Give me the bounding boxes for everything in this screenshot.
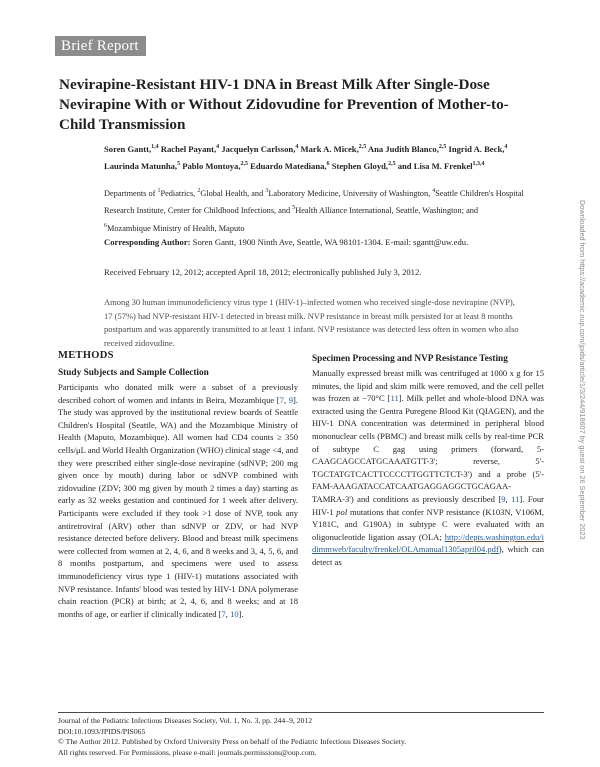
corresponding-label: Corresponding Author: bbox=[104, 237, 191, 247]
download-note-text: Downloaded from https://academic.oup.com/jpids/article/1/3/244/918607 by guest on 26 September 2023 bbox=[578, 200, 587, 540]
affiliation-text: Laboratory Medicine, University of Washington, bbox=[268, 188, 433, 198]
text-run: , bbox=[283, 394, 289, 405]
author-name: Jacquelyn Carlsson, bbox=[221, 143, 296, 154]
affiliation-number: 4 bbox=[432, 188, 436, 194]
author-affiliation-mark: 2,5 bbox=[358, 144, 367, 150]
affiliation-text: Mozambique Ministry of Health, Maputo bbox=[107, 223, 245, 233]
affiliation-prefix: Departments of bbox=[104, 188, 158, 198]
footer-rights: All rights reserved. For Permissions, please e-mail: journals.permissions@oup.com. bbox=[58, 747, 317, 757]
citation-link[interactable]: 10 bbox=[230, 608, 239, 619]
text-column-left bbox=[58, 349, 298, 620]
abstract: Among 30 human immunodeficiency virus type 1 (HIV-1)–infected women who received single-dose nevirapine (NVP), 17 (57%) had NVP-resistant HIV-1 detected in breast milk. NVP resistance in breast milk persisted for at least 8 months postpartum and was apparently transmitted to at least 1 infant. NVP resistance was detected less often in women who also received zidovudine. bbox=[104, 297, 519, 348]
author-affiliation-mark: 6 bbox=[326, 160, 330, 167]
author-name: Eduardo Matediana, bbox=[250, 160, 327, 171]
affiliation-number: 3 bbox=[265, 188, 269, 194]
author-name: Rachel Payant, bbox=[160, 143, 217, 154]
author-affiliation-mark: 2,5 bbox=[240, 160, 248, 167]
text-run: ]. bbox=[238, 608, 244, 619]
article-title: Nevirapine-Resistant HIV-1 DNA in Breast Milk After Single-Dose Nevirapine With or Without Zidovudine for Prevention of Mother-to-Child Transmission bbox=[59, 76, 509, 133]
methods-heading: METHODS bbox=[58, 350, 114, 361]
text-run: Manually expressed breast milk was centrifuged at 1000 x g for 15 minutes, the lipid and skim milk were removed, and the cell pellet was frozen at −70°C [ bbox=[312, 368, 544, 404]
affiliation-text: Pediatrics, bbox=[160, 188, 198, 198]
footer-journal: Journal of the Pediatric Infectious Diseases Society, Vol. 1, No. 3, pp. 244–9, 2012 bbox=[58, 716, 313, 725]
author-name: Ana Judith Blanco, bbox=[367, 143, 439, 154]
citation-link[interactable]: 7 bbox=[279, 394, 284, 405]
citation-link[interactable]: 11 bbox=[390, 393, 399, 404]
affiliation-text: Health Alliance International, Seattle, Washington; and bbox=[295, 206, 479, 216]
affiliation-number: 2 bbox=[197, 188, 201, 194]
affiliation-number: 5 bbox=[292, 205, 296, 212]
author-name: Soren Gantt, bbox=[104, 143, 152, 154]
author-affiliation-mark: 2,5 bbox=[388, 160, 396, 167]
citation-link[interactable]: 9 bbox=[288, 394, 294, 405]
author-name: Stephen Gloyd, bbox=[331, 160, 389, 171]
affiliation-number: 6 bbox=[104, 222, 107, 229]
text-run: ), which can detect as bbox=[312, 544, 544, 567]
text-run: , bbox=[505, 493, 512, 504]
text-column-right bbox=[312, 349, 544, 569]
text-run: ]. Milk pellet and whole-blood DNA was extracted using the Gentra Puregene Blood Kit (QIAGEN), and the HIV-1 DNA concentration was determined in peripheral blood mononuclear cells (PBMC) and breast milk cells by real-time PCR of subtype C gag using primers (forward, 5-CAAGCAGCCATGCAAATGTT-3'; reverse, 5'-TGCTATGTCACTTCCCCTTGGTTCTCT-3') and a probe (5'-FAM-AAAGATACCATCAATGAGGAGGCTGCAGAA-TAMRA-3') and conditions as previously described [ bbox=[312, 393, 544, 504]
footer-copyright: © The Author 2012. Published by Oxford University Press on behalf of the Pediatric Infectious Diseases Society. bbox=[58, 737, 407, 746]
affiliation-text: Seattle Children's Hospital Research Institute, Center for Childhood Infections, and bbox=[104, 188, 524, 216]
author-affiliation-mark: 1,3,4 bbox=[472, 160, 485, 167]
text-run: , bbox=[225, 608, 231, 619]
footer-rule bbox=[58, 712, 544, 713]
affiliation-text: Global Health, and bbox=[200, 188, 266, 198]
text-run: ]. Four HIV-1 bbox=[312, 493, 544, 517]
author-name: Pablo Montoya, bbox=[182, 160, 241, 171]
affiliation-number: 1 bbox=[157, 188, 161, 194]
author-affiliation-mark: 4 bbox=[216, 144, 220, 150]
download-watermark bbox=[577, 200, 589, 596]
author-affiliation-mark: 5 bbox=[177, 160, 181, 167]
footer-doi: DOI:10.1093/JPIDS/PIS065 bbox=[58, 726, 146, 736]
paragraph-specimen-processing bbox=[312, 367, 544, 569]
author-name: and Lisa M. Frenkel bbox=[397, 160, 473, 171]
author-list bbox=[104, 140, 524, 174]
page-footer bbox=[58, 716, 548, 758]
author-affiliation-mark: 4 bbox=[295, 144, 299, 150]
citation-link[interactable]: 11 bbox=[511, 493, 520, 504]
subheading-study-subjects: Study Subjects and Sample Collection bbox=[58, 368, 209, 378]
subheading-specimen-processing: Specimen Processing and NVP Resistance Testing bbox=[312, 354, 508, 364]
corresponding-text: Soren Gantt, 1900 Ninth Ave, Seattle, WA 98101-1304. E-mail: sgantt@uw.edu. bbox=[190, 237, 469, 247]
ola-manual-link[interactable]: http://depts.washington.edu/idimmweb/faculty/frenkel/OLAmanual1305april04.pdf bbox=[312, 531, 544, 555]
text-run: Participants who donated milk were a subset of a previously described cohort of women and infants in Beira, Mozambique [ bbox=[58, 382, 298, 405]
citation-link[interactable]: 7 bbox=[221, 608, 226, 619]
text-run: ]. The study was approved by the institutional review boards of Seattle Children's Hospital (Seattle, WA) and the Mozambique Ministry of Health (Maputo, Mozambique). All women had CD4 counts ≥ 350 cells/μL and World Health Organization (WHO) clinical stage <4, and they were prescribed either single-dose nevirapine (sdNVP; 200 mg given once by mouth) during labor or sdNVP combined with zidovudine (ZDV; 300 mg given by mouth 2 times a day) starting as early as 32 weeks gestation and continued for 1 week after delivery. Participants were excluded if they took >1 dose of NVP, took any antiretroviral (ARV) other than sdNVP or ZDV, or had NVP resistance detected before delivery. Blood and breast milk specimens were collected from women at 2, 4, 6, and 8 weeks and 3, 4, 5, 6, and 8 months postpartum, and specimens were used to assess immunodeficiency virus type 1 (HIV-1) mutations associated with NVP resistance. Infants' blood was tested by HIV-1 DNA polymerase chain reaction (PCR) at birth; at 2, 4, 6, and 8 weeks; and at 18 months of age, or earlier if clinically indicated [ bbox=[58, 394, 298, 619]
section-banner: Brief Report bbox=[55, 36, 146, 56]
paragraph-study-subjects bbox=[58, 381, 298, 620]
author-name: Ingrid A. Beck, bbox=[448, 143, 505, 154]
author-name: Laurinda Matunha, bbox=[104, 160, 178, 171]
text-run: mutations that confer NVP resistance (K103N, V106M, Y181C, and G190A) in subtype C were evaluated with an oligonucleotide ligation assay (OLA; bbox=[312, 506, 544, 542]
author-affiliation-mark: 2,5 bbox=[438, 144, 447, 150]
received-dates: Received February 12, 2012; accepted April 18, 2012; electronically published July 3, 2012. bbox=[104, 267, 422, 277]
citation-link[interactable]: 9 bbox=[501, 493, 506, 504]
gene-name: pol bbox=[336, 506, 348, 517]
author-name: Mark A. Micek, bbox=[300, 143, 359, 154]
affiliations bbox=[104, 184, 524, 236]
author-affiliation-mark: 4 bbox=[504, 144, 508, 150]
author-affiliation-mark: 1,4 bbox=[151, 144, 159, 150]
corresponding-author bbox=[104, 235, 524, 249]
